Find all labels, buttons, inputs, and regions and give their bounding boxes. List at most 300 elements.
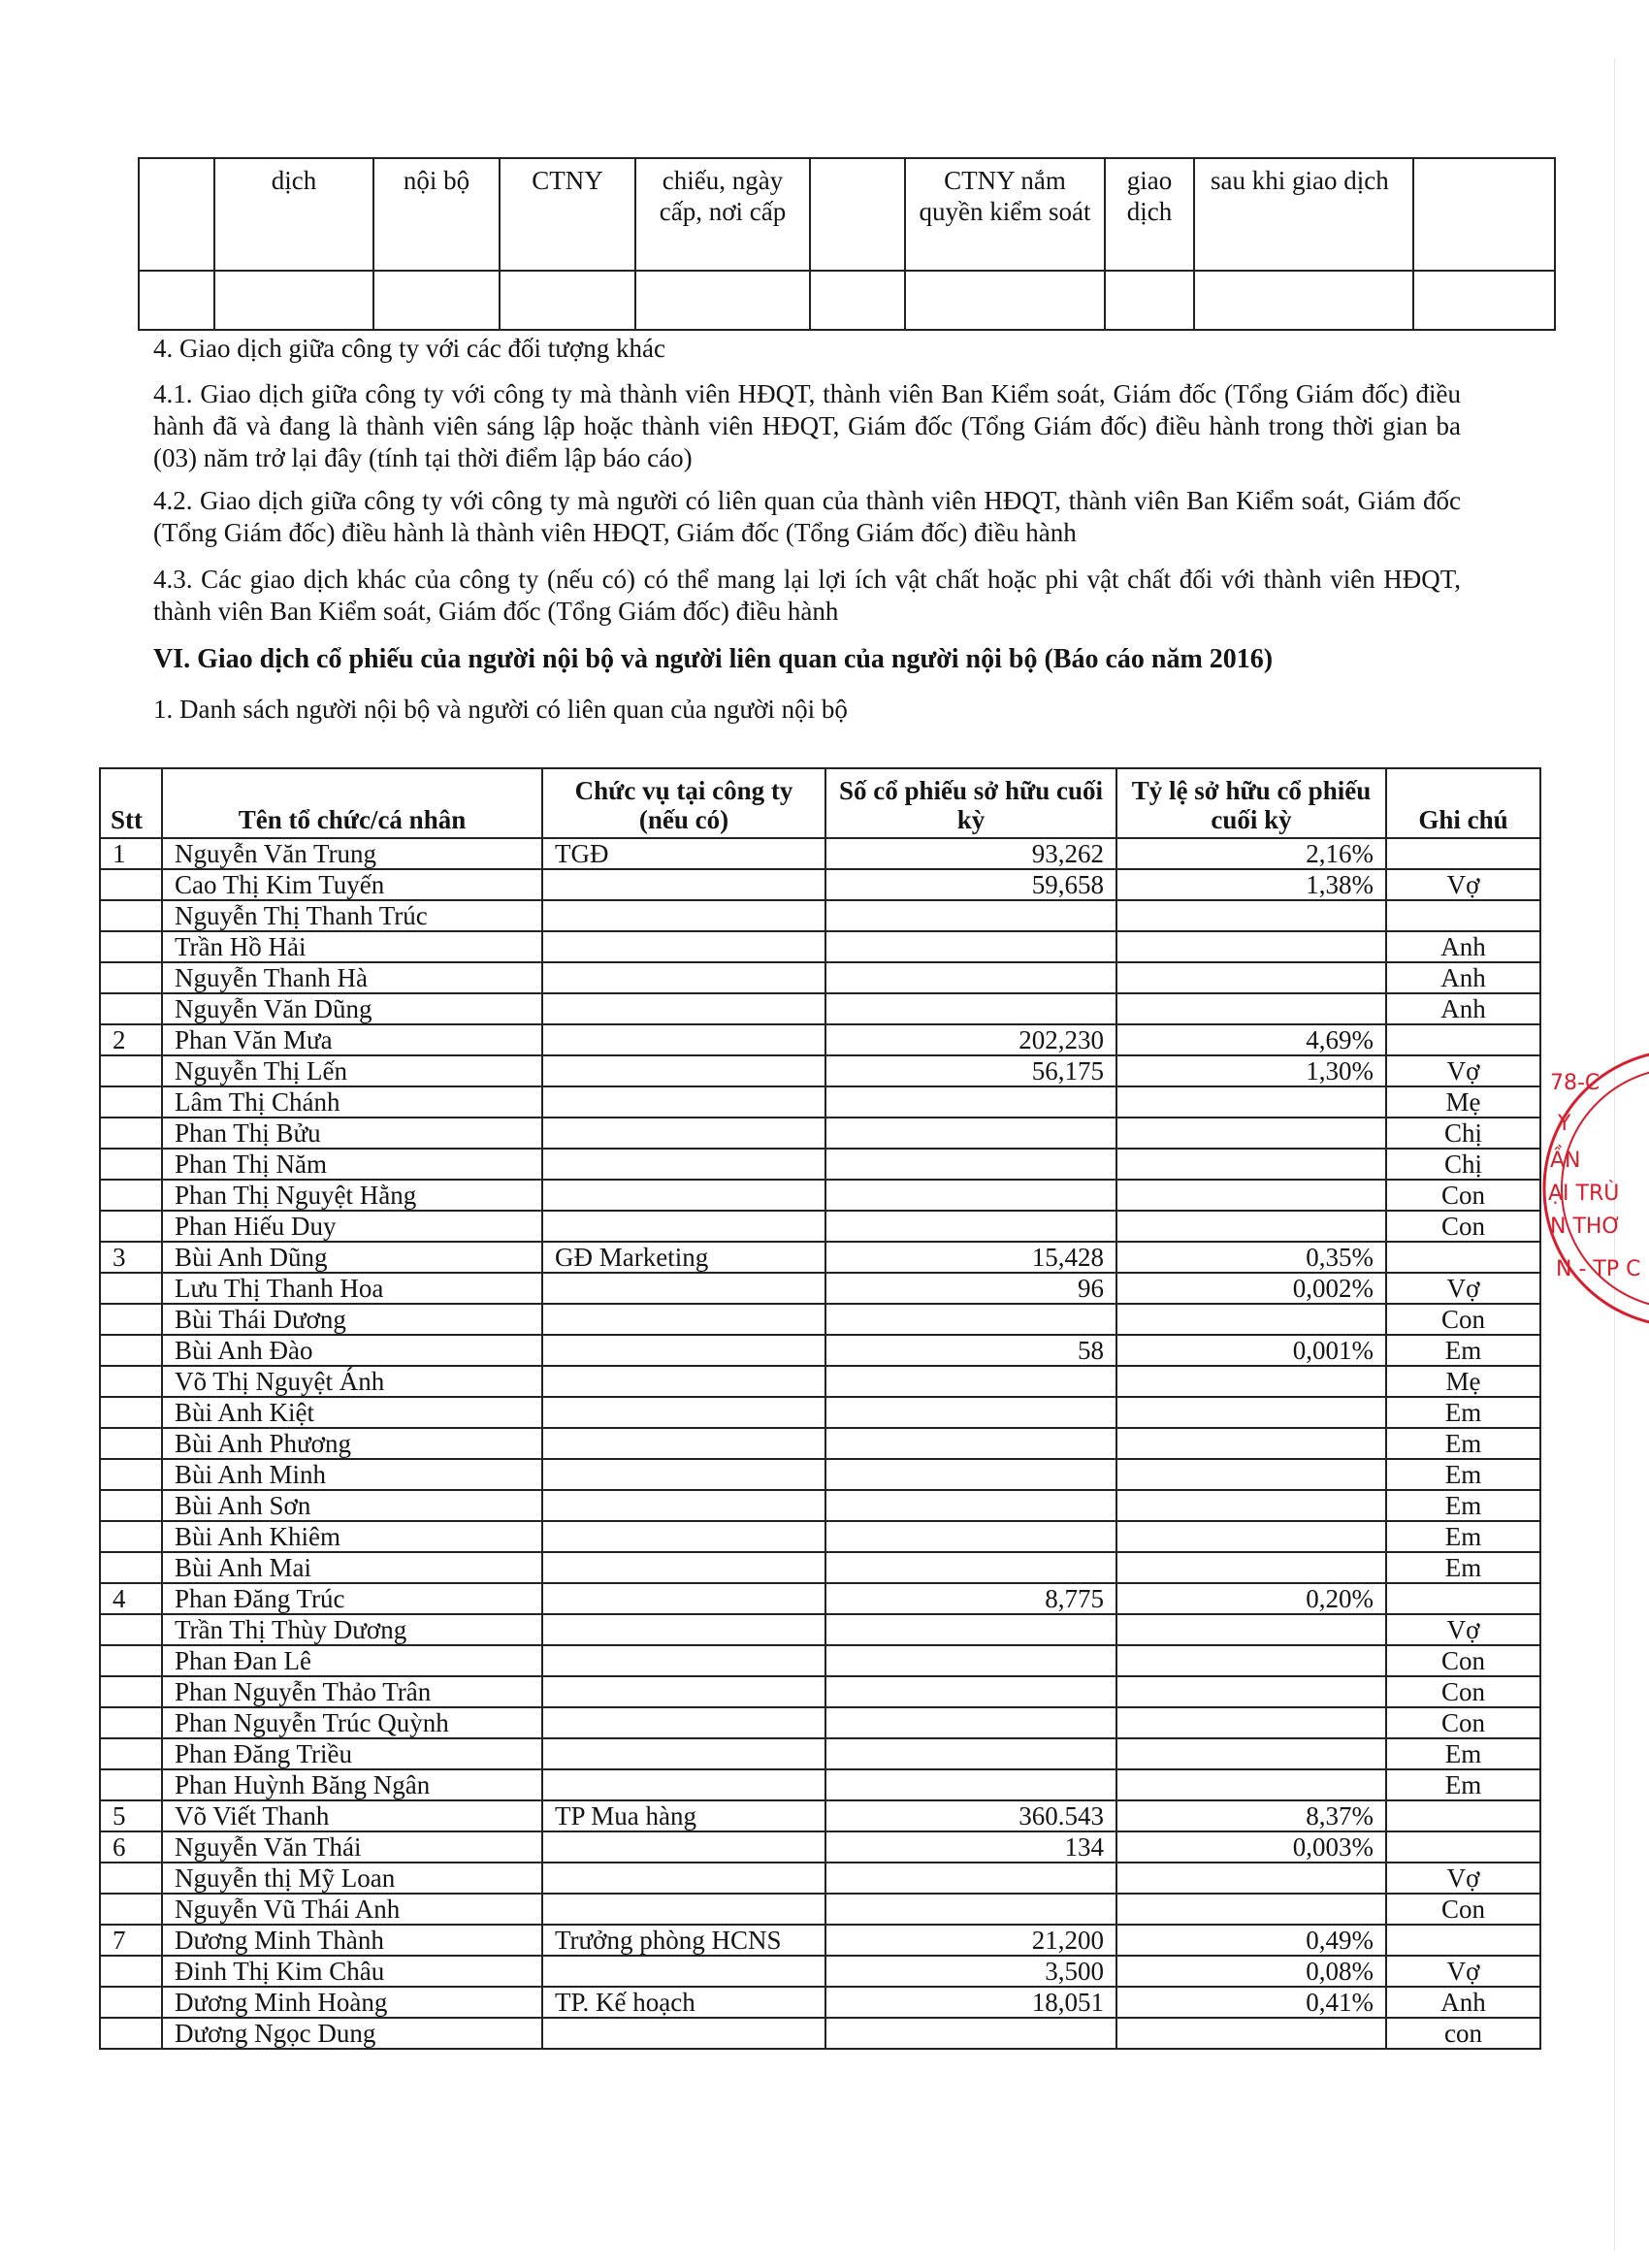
cell-name: Bùi Anh Phương — [162, 1428, 542, 1459]
cell-position — [542, 1956, 825, 1987]
cell-position — [542, 1490, 825, 1521]
cell-stt — [100, 1397, 162, 1428]
cell-ratio — [1116, 1676, 1386, 1707]
cell-note: Vợ — [1386, 1863, 1540, 1894]
header-ratio: Tỷ lệ sở hữu cổ phiếu cuối kỳ — [1116, 768, 1386, 838]
cell-note — [1386, 1024, 1540, 1055]
table-row — [100, 838, 1540, 869]
top-table-cell — [810, 271, 905, 330]
cell-position — [542, 1894, 825, 1925]
cell-note: Anh — [1386, 962, 1540, 993]
cell-shares: 8,775 — [825, 1583, 1116, 1614]
cell-note: Chị — [1386, 1149, 1540, 1180]
cell-ratio — [1116, 1397, 1386, 1428]
cell-shares: 59,658 — [825, 869, 1116, 900]
cell-name: Nguyễn Văn Thái — [162, 1831, 542, 1863]
cell-stt — [100, 1118, 162, 1149]
cell-name: Nguyễn Thị Lến — [162, 1055, 542, 1086]
cell-name: Võ Viết Thanh — [162, 1800, 542, 1831]
table-row — [100, 1987, 1540, 2018]
cell-name: Nguyễn Vũ Thái Anh — [162, 1894, 542, 1925]
cell-name: Bùi Anh Đào — [162, 1335, 542, 1366]
cell-position — [542, 1521, 825, 1552]
cell-ratio: 0,08% — [1116, 1956, 1386, 1987]
cell-name: Bùi Anh Minh — [162, 1459, 542, 1490]
cell-ratio: 8,37% — [1116, 1800, 1386, 1831]
cell-name: Phan Thị Bửu — [162, 1118, 542, 1149]
cell-stt — [100, 1676, 162, 1707]
cell-position — [542, 1180, 825, 1211]
cell-stt: 4 — [100, 1583, 162, 1614]
cell-stt — [100, 1738, 162, 1769]
cell-note: Chị — [1386, 1118, 1540, 1149]
cell-shares — [825, 1304, 1116, 1335]
cell-shares — [825, 1614, 1116, 1645]
header-position: Chức vụ tại công ty (nếu có) — [542, 768, 825, 838]
cell-name: Dương Minh Thành — [162, 1925, 542, 1956]
table-row — [100, 1552, 1540, 1583]
cell-position — [542, 1335, 825, 1366]
cell-note — [1386, 1925, 1540, 1956]
top-partial-table — [138, 157, 1556, 331]
cell-stt — [100, 1769, 162, 1800]
top-table-cell: chiếu, ngày cấp, nơi cấp — [635, 158, 810, 271]
cell-name: Phan Thị Nguyệt Hằng — [162, 1180, 542, 1211]
cell-position: Trưởng phòng HCNS — [542, 1925, 825, 1956]
table-row — [100, 1242, 1540, 1273]
table-row — [100, 1397, 1540, 1428]
cell-stt: 5 — [100, 1800, 162, 1831]
cell-position — [542, 1211, 825, 1242]
top-table-cell — [500, 271, 635, 330]
cell-shares — [825, 1645, 1116, 1676]
cell-position — [542, 1149, 825, 1180]
cell-stt — [100, 1894, 162, 1925]
table-row — [100, 1086, 1540, 1118]
cell-note: Con — [1386, 1645, 1540, 1676]
cell-shares — [825, 1180, 1116, 1211]
table-header-row — [100, 768, 1540, 838]
cell-stt — [100, 1211, 162, 1242]
cell-ratio — [1116, 1428, 1386, 1459]
cell-note: Con — [1386, 1304, 1540, 1335]
cell-shares — [825, 1149, 1116, 1180]
cell-position — [542, 1863, 825, 1894]
cell-name: Dương Ngọc Dung — [162, 2018, 542, 2049]
cell-note: Vợ — [1386, 1273, 1540, 1304]
cell-name: Võ Thị Nguyệt Ánh — [162, 1366, 542, 1397]
cell-shares — [825, 1428, 1116, 1459]
cell-shares — [825, 1118, 1116, 1149]
cell-position: TP Mua hàng — [542, 1800, 825, 1831]
insider-table — [99, 767, 1541, 2050]
table-row — [100, 1831, 1540, 1863]
cell-ratio — [1116, 1552, 1386, 1583]
cell-position — [542, 931, 825, 962]
cell-shares — [825, 1738, 1116, 1769]
cell-shares — [825, 1707, 1116, 1738]
cell-position — [542, 1552, 825, 1583]
cell-shares — [825, 1397, 1116, 1428]
cell-shares — [825, 931, 1116, 962]
cell-stt — [100, 1459, 162, 1490]
cell-ratio — [1116, 1118, 1386, 1149]
table-row — [100, 1738, 1540, 1769]
table-row — [100, 2018, 1540, 2049]
cell-ratio — [1116, 1180, 1386, 1211]
cell-shares — [825, 1894, 1116, 1925]
table-row — [100, 1521, 1540, 1552]
cell-note: Anh — [1386, 1987, 1540, 2018]
cell-name: Phan Đan Lê — [162, 1645, 542, 1676]
cell-ratio: 4,69% — [1116, 1024, 1386, 1055]
cell-ratio — [1116, 1614, 1386, 1645]
cell-note: Em — [1386, 1738, 1540, 1769]
cell-note: Vợ — [1386, 869, 1540, 900]
cell-ratio — [1116, 1769, 1386, 1800]
top-table-cell: CTNY — [500, 158, 635, 271]
table-row — [100, 1863, 1540, 1894]
cell-shares — [825, 1490, 1116, 1521]
cell-name: Dương Minh Hoàng — [162, 1987, 542, 2018]
cell-note: con — [1386, 2018, 1540, 2049]
top-table-row — [139, 158, 1555, 271]
cell-ratio — [1116, 1304, 1386, 1335]
cell-stt: 2 — [100, 1024, 162, 1055]
cell-ratio — [1116, 1894, 1386, 1925]
table-row — [100, 1118, 1540, 1149]
cell-stt — [100, 962, 162, 993]
top-table-cell — [139, 271, 214, 330]
header-shares: Số cổ phiếu sở hữu cuối kỳ — [825, 768, 1116, 838]
cell-position — [542, 900, 825, 931]
cell-ratio — [1116, 1459, 1386, 1490]
cell-name: Trần Hồ Hải — [162, 931, 542, 962]
table-row — [100, 1024, 1540, 1055]
table-row — [100, 869, 1540, 900]
cell-name: Nguyễn Văn Dũng — [162, 993, 542, 1024]
top-table-cell: nội bộ — [373, 158, 500, 271]
cell-stt — [100, 1304, 162, 1335]
cell-name: Nguyễn Thanh Hà — [162, 962, 542, 993]
cell-position: TP. Kế hoạch — [542, 1987, 825, 2018]
header-name: Tên tổ chức/cá nhân — [162, 768, 542, 838]
cell-position — [542, 1707, 825, 1738]
cell-name: Phan Văn Mưa — [162, 1024, 542, 1055]
cell-ratio — [1116, 1738, 1386, 1769]
table-row — [100, 1894, 1540, 1925]
stamp-text: 78-C — [1550, 1071, 1600, 1095]
cell-note: Vợ — [1386, 1614, 1540, 1645]
top-table-cell — [635, 271, 810, 330]
cell-ratio — [1116, 1707, 1386, 1738]
cell-stt — [100, 993, 162, 1024]
cell-ratio: 1,38% — [1116, 869, 1386, 900]
cell-name: Cao Thị Kim Tuyến — [162, 869, 542, 900]
cell-shares: 56,175 — [825, 1055, 1116, 1086]
cell-ratio: 0,41% — [1116, 1987, 1386, 2018]
cell-note — [1386, 838, 1540, 869]
cell-name: Phan Đăng Triều — [162, 1738, 542, 1769]
cell-position — [542, 1769, 825, 1800]
cell-note — [1386, 1242, 1540, 1273]
cell-name: Phan Nguyễn Thảo Trân — [162, 1676, 542, 1707]
table-row — [100, 1956, 1540, 1987]
cell-stt — [100, 1273, 162, 1304]
stamp-text: ẠI TRÙ — [1548, 1182, 1620, 1206]
top-table-cell — [373, 271, 500, 330]
cell-ratio — [1116, 993, 1386, 1024]
cell-shares — [825, 1211, 1116, 1242]
table-row — [100, 1273, 1540, 1304]
cell-name: Lưu Thị Thanh Hoa — [162, 1273, 542, 1304]
table-row — [100, 931, 1540, 962]
cell-ratio: 0,35% — [1116, 1242, 1386, 1273]
table-row — [100, 1428, 1540, 1459]
cell-shares — [825, 1863, 1116, 1894]
cell-name: Nguyễn thị Mỹ Loan — [162, 1863, 542, 1894]
stamp-text: Y — [1558, 1112, 1571, 1136]
top-table-cell — [1194, 271, 1413, 330]
cell-name: Nguyễn Thị Thanh Trúc — [162, 900, 542, 931]
cell-position — [542, 1583, 825, 1614]
cell-shares — [825, 1459, 1116, 1490]
cell-note: Con — [1386, 1707, 1540, 1738]
cell-name: Nguyễn Văn Trung — [162, 838, 542, 869]
section-4-2-text: 4.2. Giao dịch giữa công ty với công ty mà người có liên quan của thành viên HĐQT, thành viên Ban Kiểm soát, Giám đốc (Tổng Giám đốc) điều hành là thành viên HĐQT, Giám đốc (Tổng Giám đốc) điều hành — [153, 486, 1461, 547]
cell-stt: 7 — [100, 1925, 162, 1956]
table-row — [100, 1149, 1540, 1180]
cell-stt — [100, 1335, 162, 1366]
cell-name: Bùi Anh Sơn — [162, 1490, 542, 1521]
table-row — [100, 1211, 1540, 1242]
table-row — [100, 1055, 1540, 1086]
cell-ratio: 0,003% — [1116, 1831, 1386, 1863]
top-table-row — [139, 271, 1555, 330]
cell-stt — [100, 1552, 162, 1583]
cell-stt: 1 — [100, 838, 162, 869]
cell-shares — [825, 1521, 1116, 1552]
cell-note: Em — [1386, 1397, 1540, 1428]
stamp-text: N - TP C — [1556, 1257, 1641, 1281]
cell-position — [542, 1831, 825, 1863]
cell-name: Bùi Thái Dương — [162, 1304, 542, 1335]
cell-note — [1386, 1583, 1540, 1614]
company-stamp — [1536, 1043, 1649, 1334]
cell-position — [542, 1273, 825, 1304]
cell-note: Con — [1386, 1676, 1540, 1707]
cell-ratio — [1116, 1211, 1386, 1242]
cell-name: Lâm Thị Chánh — [162, 1086, 542, 1118]
cell-position — [542, 1118, 825, 1149]
table-row — [100, 1800, 1540, 1831]
cell-note: Con — [1386, 1180, 1540, 1211]
cell-shares — [825, 1086, 1116, 1118]
cell-ratio — [1116, 962, 1386, 993]
cell-ratio — [1116, 931, 1386, 962]
cell-ratio: 0,002% — [1116, 1273, 1386, 1304]
top-table-cell — [214, 271, 373, 330]
cell-position: TGĐ — [542, 838, 825, 869]
cell-stt — [100, 1086, 162, 1118]
top-table-cell: sau khi giao dịch — [1194, 158, 1413, 271]
cell-name: Bùi Anh Dũng — [162, 1242, 542, 1273]
cell-position — [542, 962, 825, 993]
cell-ratio — [1116, 1086, 1386, 1118]
cell-shares: 3,500 — [825, 1956, 1116, 1987]
table-row — [100, 1769, 1540, 1800]
cell-shares — [825, 993, 1116, 1024]
cell-ratio: 1,30% — [1116, 1055, 1386, 1086]
cell-position — [542, 1304, 825, 1335]
table-row — [100, 1614, 1540, 1645]
cell-stt — [100, 1521, 162, 1552]
cell-position — [542, 1397, 825, 1428]
cell-ratio: 2,16% — [1116, 838, 1386, 869]
cell-shares — [825, 1552, 1116, 1583]
stamp-text: N THƠ — [1550, 1215, 1622, 1239]
cell-note: Anh — [1386, 931, 1540, 962]
top-table-cell: CTNY nắm quyền kiểm soát — [905, 158, 1105, 271]
section-4-3-text: 4.3. Các giao dịch khác của công ty (nếu có) có thể mang lại lợi ích vật chất hoặc phi vật chất đối với thành viên HĐQT, thành viên Ban Kiểm soát, Giám đốc (Tổng Giám đốc) điều hành — [153, 565, 1461, 626]
cell-shares — [825, 900, 1116, 931]
cell-stt — [100, 1055, 162, 1086]
top-table-cell — [1413, 158, 1555, 271]
cell-name: Đinh Thị Kim Châu — [162, 1956, 542, 1987]
table-row — [100, 1459, 1540, 1490]
cell-stt — [100, 1956, 162, 1987]
cell-ratio: 0,001% — [1116, 1335, 1386, 1366]
cell-stt — [100, 1428, 162, 1459]
cell-stt — [100, 1863, 162, 1894]
cell-stt — [100, 900, 162, 931]
cell-stt — [100, 1180, 162, 1211]
cell-shares: 134 — [825, 1831, 1116, 1863]
cell-stt — [100, 1645, 162, 1676]
table-row — [100, 1490, 1540, 1521]
top-table-cell — [810, 158, 905, 271]
cell-stt — [100, 1490, 162, 1521]
cell-position — [542, 1428, 825, 1459]
cell-stt — [100, 1366, 162, 1397]
cell-ratio — [1116, 1863, 1386, 1894]
table-row — [100, 1707, 1540, 1738]
table-row — [100, 1335, 1540, 1366]
cell-stt — [100, 1707, 162, 1738]
cell-stt — [100, 1614, 162, 1645]
cell-position — [542, 2018, 825, 2049]
cell-stt — [100, 931, 162, 962]
table-row — [100, 962, 1540, 993]
top-table-cell — [139, 158, 214, 271]
cell-shares: 202,230 — [825, 1024, 1116, 1055]
top-table-cell — [1105, 271, 1194, 330]
table-row — [100, 900, 1540, 931]
cell-shares: 58 — [825, 1335, 1116, 1366]
top-table-cell — [905, 271, 1105, 330]
cell-ratio — [1116, 1521, 1386, 1552]
header-note: Ghi chú — [1386, 768, 1540, 838]
cell-name: Trần Thị Thùy Dương — [162, 1614, 542, 1645]
cell-position — [542, 1645, 825, 1676]
cell-note: Em — [1386, 1459, 1540, 1490]
section-vi-1-title: 1. Danh sách người nội bộ và người có liên quan của người nội bộ — [153, 695, 848, 724]
table-row — [100, 1304, 1540, 1335]
cell-position — [542, 869, 825, 900]
top-table-cell: giao dịch — [1105, 158, 1194, 271]
cell-shares: 96 — [825, 1273, 1116, 1304]
cell-position — [542, 1676, 825, 1707]
cell-ratio — [1116, 1490, 1386, 1521]
section-4-1-text: 4.1. Giao dịch giữa công ty với công ty mà thành viên HĐQT, thành viên Ban Kiểm soát, Giám đốc (Tổng Giám đốc) điều hành đã và đang là thành viên sáng lập hoặc thành viên HĐQT, Giám đốc (Tổng Giám đốc) điều hành trong thời gian ba (03) năm trở lại đây (tính tại thời điểm lập báo cáo) — [153, 379, 1461, 472]
cell-note: Mẹ — [1386, 1086, 1540, 1118]
cell-shares — [825, 2018, 1116, 2049]
cell-name: Phan Thị Năm — [162, 1149, 542, 1180]
cell-shares: 15,428 — [825, 1242, 1116, 1273]
cell-ratio — [1116, 1149, 1386, 1180]
cell-note: Con — [1386, 1211, 1540, 1242]
cell-name: Bùi Anh Kiệt — [162, 1397, 542, 1428]
cell-shares: 21,200 — [825, 1925, 1116, 1956]
header-stt: Stt — [100, 768, 162, 838]
cell-stt: 6 — [100, 1831, 162, 1863]
cell-stt: 3 — [100, 1242, 162, 1273]
cell-stt — [100, 1987, 162, 2018]
cell-note: Mẹ — [1386, 1366, 1540, 1397]
stamp-text: ẦN — [1550, 1149, 1581, 1173]
cell-position — [542, 1459, 825, 1490]
cell-name: Phan Hiếu Duy — [162, 1211, 542, 1242]
cell-shares — [825, 1366, 1116, 1397]
cell-ratio — [1116, 2018, 1386, 2049]
cell-note: Con — [1386, 1894, 1540, 1925]
section-vi-heading: VI. Giao dịch cổ phiếu của người nội bộ và người liên quan của người nội bộ (Báo cáo năm 2016) — [153, 644, 1274, 674]
top-table-cell — [1413, 271, 1555, 330]
cell-name: Phan Huỳnh Băng Ngân — [162, 1769, 542, 1800]
table-row — [100, 1676, 1540, 1707]
cell-note: Em — [1386, 1521, 1540, 1552]
cell-note: Em — [1386, 1490, 1540, 1521]
cell-shares: 360.543 — [825, 1800, 1116, 1831]
cell-shares: 93,262 — [825, 838, 1116, 869]
cell-stt — [100, 2018, 162, 2049]
top-table-cell: dịch — [214, 158, 373, 271]
cell-position — [542, 1086, 825, 1118]
cell-ratio — [1116, 1366, 1386, 1397]
cell-shares — [825, 962, 1116, 993]
cell-position — [542, 1024, 825, 1055]
cell-shares: 18,051 — [825, 1987, 1116, 2018]
cell-note — [1386, 1800, 1540, 1831]
cell-note: Em — [1386, 1769, 1540, 1800]
cell-position — [542, 993, 825, 1024]
cell-name: Bùi Anh Khiêm — [162, 1521, 542, 1552]
cell-note — [1386, 1831, 1540, 1863]
cell-shares — [825, 1676, 1116, 1707]
table-row — [100, 1645, 1540, 1676]
cell-name: Phan Đăng Trúc — [162, 1583, 542, 1614]
cell-note: Em — [1386, 1428, 1540, 1459]
cell-note: Em — [1386, 1335, 1540, 1366]
cell-note: Em — [1386, 1552, 1540, 1583]
table-body — [100, 838, 1540, 2049]
cell-stt — [100, 869, 162, 900]
cell-note: Vợ — [1386, 1055, 1540, 1086]
cell-position — [542, 1055, 825, 1086]
cell-stt — [100, 1149, 162, 1180]
cell-ratio: 0,20% — [1116, 1583, 1386, 1614]
cell-ratio: 0,49% — [1116, 1925, 1386, 1956]
